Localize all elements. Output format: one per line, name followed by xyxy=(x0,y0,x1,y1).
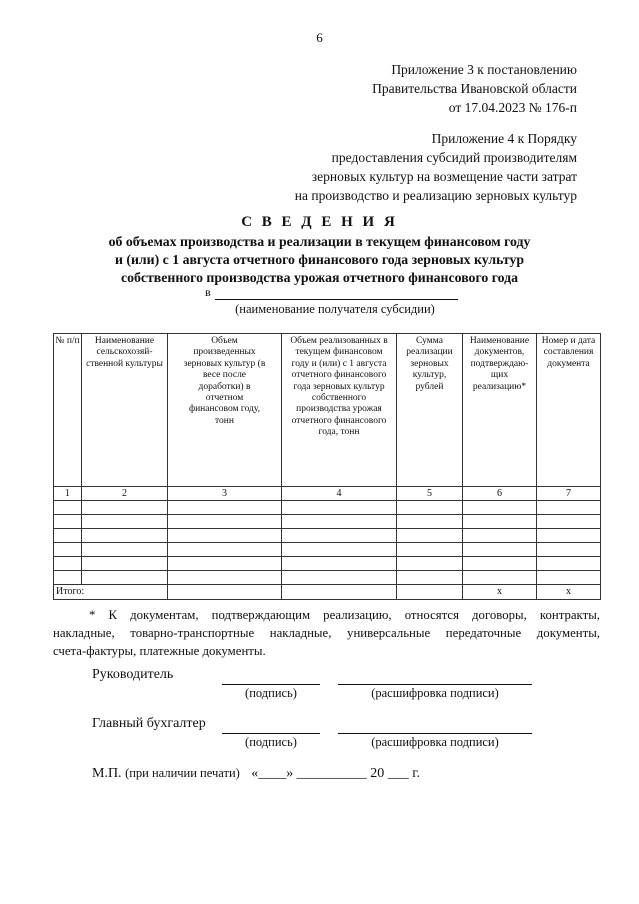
table-row xyxy=(54,543,601,557)
table-row xyxy=(54,529,601,543)
table-cell[interactable] xyxy=(168,543,282,557)
footnote-line: накладные, товарно-транспортные накладные, универсальные передаточные документы, xyxy=(53,626,600,640)
recipient-field xyxy=(205,285,458,300)
table-cell[interactable] xyxy=(168,571,282,585)
table-cell[interactable] xyxy=(463,557,537,571)
column-number-row xyxy=(54,487,601,501)
table-cell[interactable] xyxy=(168,501,282,515)
stamp-mp: М.П. xyxy=(92,766,122,781)
table-cell[interactable] xyxy=(282,571,397,585)
table-cell[interactable] xyxy=(82,501,168,515)
appendix-3-line: от 17.04.2023 № 176-п xyxy=(448,100,577,115)
header-cell: № п/п xyxy=(54,334,82,487)
page-number: 6 xyxy=(316,30,323,45)
table-row xyxy=(54,571,601,585)
subtitle-line: и (или) с 1 августа отчетного финансового года зерновых культур xyxy=(114,252,525,267)
header-cell: Сумма реализации зерновых культур, рублей xyxy=(397,334,463,487)
table-cell[interactable] xyxy=(397,501,463,515)
document-title: С В Е Д Е Н И Я xyxy=(241,214,398,230)
header-cell: Наименование документов, подтверждаю-щих реализацию* xyxy=(463,334,537,487)
table-cell[interactable] xyxy=(82,571,168,585)
stamp-date: «____» __________ 20 ___ г. xyxy=(251,766,420,781)
table-cell[interactable] xyxy=(54,501,82,515)
table-cell[interactable] xyxy=(282,543,397,557)
footnote xyxy=(53,606,600,660)
table-cell[interactable] xyxy=(168,515,282,529)
total-cell[interactable] xyxy=(282,585,397,600)
table-cell[interactable] xyxy=(463,501,537,515)
table-cell[interactable] xyxy=(54,515,82,529)
table-cell[interactable] xyxy=(537,515,601,529)
table-cell[interactable] xyxy=(282,529,397,543)
head-sign-line[interactable] xyxy=(222,684,320,685)
table-cell[interactable] xyxy=(537,543,601,557)
stamp-note: (при наличии печати) xyxy=(125,766,240,780)
data-table xyxy=(53,333,601,600)
total-cell[interactable] xyxy=(397,585,463,600)
column-number: 3 xyxy=(168,487,282,501)
appendix-4-line: Приложение 4 к Порядку xyxy=(431,131,577,146)
stamp-line xyxy=(92,766,420,782)
appendix-4-line: предоставления субсидий производителям xyxy=(331,150,577,165)
header-cell: Номер и дата составления документа xyxy=(537,334,601,487)
table-cell[interactable] xyxy=(537,571,601,585)
header-cell: Объем реализованных в текущем финансовом году и (или) с 1 августа отчетного финансового года зерновых культур собственного производства урожая отчетного финансового года, тонн xyxy=(282,334,397,487)
header-cell: Наименование сельскохозяй-ственной культуры xyxy=(82,334,168,487)
table-cell[interactable] xyxy=(463,543,537,557)
table-cell[interactable] xyxy=(54,557,82,571)
table-cell[interactable] xyxy=(397,515,463,529)
head-decode-line[interactable] xyxy=(338,684,532,685)
column-number: 7 xyxy=(537,487,601,501)
table-cell[interactable] xyxy=(397,571,463,585)
table-cell[interactable] xyxy=(82,557,168,571)
footnote-line: счета-фактуры, платежные документы. xyxy=(53,644,266,658)
accountant-decode-hint: (расшифровка подписи) xyxy=(371,735,499,749)
table-cell[interactable] xyxy=(54,571,82,585)
table-cell[interactable] xyxy=(537,529,601,543)
table-cell[interactable] xyxy=(397,529,463,543)
total-mark: х xyxy=(537,585,601,600)
table-header-row xyxy=(54,334,601,487)
table-cell[interactable] xyxy=(54,543,82,557)
total-label: Итого: xyxy=(54,585,168,600)
table-cell[interactable] xyxy=(463,529,537,543)
table-row xyxy=(54,515,601,529)
table-cell[interactable] xyxy=(463,515,537,529)
total-mark: х xyxy=(463,585,537,600)
subtitle-line: об объемах производства и реализации в текущем финансовом году xyxy=(108,234,531,249)
table-cell[interactable] xyxy=(82,543,168,557)
appendix-3-line: Приложение 3 к постановлению xyxy=(391,62,577,77)
recipient-hint: (наименование получателя субсидии) xyxy=(235,302,435,316)
head-decode-hint: (расшифровка подписи) xyxy=(371,686,499,700)
header-cell: Объем произведенных зерновых культур (в весе после доработки) в отчетном финансовом году, тонн xyxy=(168,334,282,487)
column-number: 2 xyxy=(82,487,168,501)
accountant-sign-line[interactable] xyxy=(222,733,320,734)
accountant-decode-line[interactable] xyxy=(338,733,532,734)
recipient-line xyxy=(215,287,458,300)
table-cell[interactable] xyxy=(463,571,537,585)
recipient-prefix: в xyxy=(205,285,211,299)
table-cell[interactable] xyxy=(282,557,397,571)
appendix-3-line: Правительства Ивановской области xyxy=(372,81,577,96)
appendix-4-line: на производство и реализацию зерновых культур xyxy=(294,188,577,203)
table-cell[interactable] xyxy=(168,557,282,571)
column-number: 1 xyxy=(54,487,82,501)
total-row xyxy=(54,585,601,600)
accountant-sign-hint: (подпись) xyxy=(245,735,297,749)
column-number: 5 xyxy=(397,487,463,501)
head-sign-hint: (подпись) xyxy=(245,686,297,700)
footnote-line: * К документам, подтверждающим реализацию, относятся договоры, контракты, xyxy=(89,608,600,622)
document-subtitle xyxy=(0,233,639,287)
table-cell[interactable] xyxy=(82,529,168,543)
table-cell[interactable] xyxy=(282,515,397,529)
table-cell[interactable] xyxy=(397,557,463,571)
table-cell[interactable] xyxy=(168,529,282,543)
table-cell[interactable] xyxy=(397,543,463,557)
table-row xyxy=(54,501,601,515)
table-cell[interactable] xyxy=(282,501,397,515)
head-label: Руководитель xyxy=(92,667,174,682)
appendix-4-line: зерновых культур на возмещение части затрат xyxy=(311,169,577,184)
appendix-4-block xyxy=(295,129,577,205)
table-row xyxy=(54,557,601,571)
subtitle-line: собственного производства урожая отчетного финансового года xyxy=(120,270,519,285)
table-cell[interactable] xyxy=(537,557,601,571)
table-cell[interactable] xyxy=(82,515,168,529)
appendix-3-block xyxy=(372,60,577,117)
table-cell[interactable] xyxy=(537,501,601,515)
table-cell[interactable] xyxy=(54,529,82,543)
accountant-label: Главный бухгалтер xyxy=(92,716,206,731)
total-cell[interactable] xyxy=(168,585,282,600)
column-number: 4 xyxy=(282,487,397,501)
column-number: 6 xyxy=(463,487,537,501)
